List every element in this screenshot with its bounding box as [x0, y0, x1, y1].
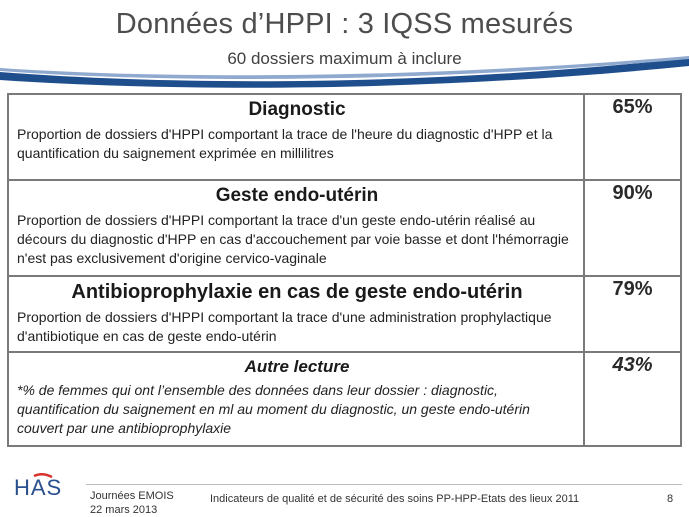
table-row [8, 94, 681, 180]
slide-title: Données d’HPPI : 3 IQSS mesurés [115, 8, 574, 40]
page-number: 8 [667, 493, 674, 505]
indicator-description-cell [8, 94, 584, 180]
indicator-heading: Antibioprophylaxie en cas de geste endo-utérin [71, 281, 523, 303]
indicator-heading: Diagnostic [248, 99, 346, 120]
indicator-value: 65% [584, 94, 681, 180]
indicator-heading: Autre lecture [244, 357, 350, 376]
indicator-table [7, 93, 682, 447]
footer-divider [86, 484, 682, 485]
indicator-text: Proportion de dossiers d'HPPI comportant la trace d'une administration prophylactique d'antibiotique en cas de geste endo-utérin [17, 309, 552, 344]
indicator-value: 43% [584, 352, 681, 446]
indicator-description-cell [8, 276, 584, 352]
has-logo [14, 473, 76, 501]
indicator-value: 79% [584, 276, 681, 352]
indicator-value: 90% [584, 180, 681, 276]
footer-title: Indicateurs de qualité et de sécurité des soins PP-HPP-Etats des lieux 2011 [210, 493, 580, 505]
table-row [8, 276, 681, 352]
has-logo-text: HAS [14, 475, 63, 500]
indicator-text: *% de femmes qui ont l’ensemble des données dans leur dossier : diagnostic, quantification du saignement en ml au moment du diagnostic, un geste endo-utérin couvert par une antibioprophylaxie [17, 382, 530, 436]
indicator-heading: Geste endo-utérin [215, 185, 379, 206]
table-row [8, 180, 681, 276]
indicator-text: Proportion de dossiers d'HPPI comportant la trace de l'heure du diagnostic d'HPP et la quantification du saignement exprimée en millilitres [17, 126, 553, 161]
footer-event-date: 22 mars 2013 [90, 504, 158, 516]
indicator-description-cell [8, 352, 584, 446]
footer-event [90, 489, 174, 517]
indicator-text: Proportion de dossiers d'HPPI comportant la trace d'un geste endo-utérin réalisé au décours du diagnostic d'HPP en cas d'accouchement par voie basse et dont l'hémorragie n'est pas exclusivement d'origine cervico-vaginale [17, 212, 569, 266]
slide-subtitle: 60 dossiers maximum à inclure [227, 49, 462, 68]
footer-event-name: Journées EMOIS [90, 490, 174, 502]
indicator-description-cell [8, 180, 584, 276]
table-row [8, 352, 681, 446]
